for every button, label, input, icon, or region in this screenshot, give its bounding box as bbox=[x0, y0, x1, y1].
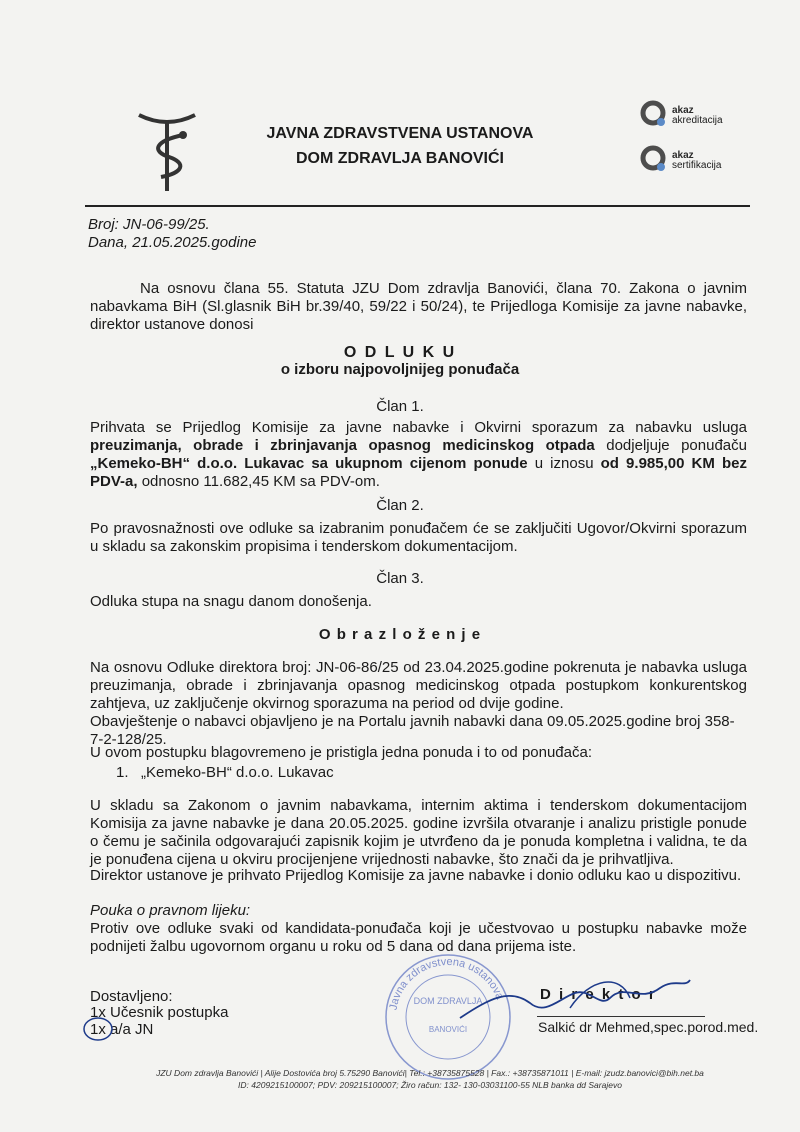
reasoning-p4: U skladu sa Zakonom o javnim nabavkama, internim aktima i tenderskom dokumentacijom Komisija za javne nabavke je dana 20.05.2025. godine izvršila otvaranje i analizu pristigle ponude o čemu je sačinila odgovarajući zapisnik kojim je utvrđeno da je ponuda kompletna i validna, te da je ponuđena cijena u okviru procijenjene vrijednosti nabavke, što znači da je prihvatljiva. bbox=[90, 797, 747, 868]
article-3-text: Odluka stupa na snagu danom donošenja. bbox=[90, 593, 372, 610]
document-number: Broj: JN-06-99/25. bbox=[88, 216, 210, 233]
article-2-heading: Član 2. bbox=[376, 497, 424, 514]
accreditation-badge: akaz akreditacija bbox=[640, 100, 740, 130]
director-name: Salkić dr Mehmed,spec.porod.med. bbox=[538, 1019, 759, 1035]
akaz-logo-icon bbox=[640, 145, 670, 175]
header-divider bbox=[85, 205, 750, 207]
footer-bank: ID: 4209215100007; PDV: 209215100007; Žiro račun: 132- 130-03031100-55 NLB banka dd Sarajevo bbox=[238, 1080, 622, 1090]
article-1-text: Prihvata se Prijedlog Komisije za javne nabavke i Okvirni sporazum za nabavku usluga preuzimanja, obrade i zbrinjavanja opasnog medicinskog otpada dodjeljuje ponuđaču „Kemeko-BH“ d.o.o. Lukavac sa ukupnom cijenom ponude u iznosu od 9.985,00 KM bez PDV-a, odnosno 11.682,45 KM sa PDV-om. bbox=[90, 419, 747, 490]
article-2-text: Po pravosnažnosti ove odluke sa izabranim ponuđačem će se zaključiti Ugovor/Okvirni sporazum u skladu sa zakonskim propisima i tenderskom dokumentacijom. bbox=[90, 520, 747, 555]
legal-remedy-heading: Pouka o pravnom lijeku: bbox=[90, 902, 251, 919]
list-item: 1. „Kemeko-BH“ d.o.o. Lukavac bbox=[116, 764, 334, 781]
reasoning-p5: Direktor ustanove je prihvato Prijedlog Komisije za javne nabavke i donio odluku kao u dispozitivu. bbox=[90, 867, 742, 884]
delivered-item-1: 1x Učesnik postupka bbox=[90, 1004, 229, 1021]
article-1-heading: Član 1. bbox=[376, 398, 424, 415]
decision-title: O D L U K U bbox=[343, 344, 457, 361]
institution-name: JAVNA ZDRAVSTVENA USTANOVA bbox=[266, 125, 534, 142]
decision-subtitle: o izboru najpovoljnijeg ponuđača bbox=[280, 361, 520, 378]
intro-paragraph: Na osnovu člana 55. Statuta JZU Dom zdravlja Banovići, člana 70. Zakona o javnim nabavkama BiH (Sl.glasnik BiH br.39/40, 59/22 i 50/24), te Prijedloga Komisije za javne nabavke, direktor ustanove donosi bbox=[90, 280, 747, 333]
svg-text:BANOVIĆI: BANOVIĆI bbox=[428, 1025, 468, 1034]
reasoning-heading: O b r a z l o ž e n j e bbox=[318, 626, 482, 643]
institution-name-line2: DOM ZDRAVLJA BANOVIĆI bbox=[296, 150, 504, 167]
footer-contact: JZU Dom zdravlja Banovići | Alije Dostovića broj 5.75290 Banovići| Tel.: +38735875528 | Fax.: +38735871011 | E-mail: jzudz.banovici@bih.net.ba bbox=[156, 1068, 704, 1078]
article-3-heading: Član 3. bbox=[376, 570, 424, 587]
akaz-logo-icon bbox=[640, 100, 670, 130]
svg-text:DOM ZDRAVLJA: DOM ZDRAVLJA bbox=[413, 996, 483, 1006]
document-date: Dana, 21.05.2025.godine bbox=[88, 234, 257, 251]
delivered-item-2: 1x a/a JN bbox=[90, 1021, 154, 1038]
reasoning-p1: Na osnovu Odluke direktora broj: JN-06-86/25 od 23.04.2025.godine pokrenuta je nabavka usluga preuzimanja, obrade i zbrinjavanja opasnog medicinskog otpada postupkom konkurentskog zahtjeva, uz zaključenje okvirnog sporazuma na period od dvije godine. bbox=[90, 659, 747, 712]
reasoning-p3: U ovom postupku blagovremeno je pristigla jedna ponuda i to od ponuđača: bbox=[90, 744, 593, 761]
legal-remedy-text: Protiv ove odluke svaki od kandidata-ponuđača koji je učestvovao u postupku nabavke može podnijeti žalbu ugovornom organu u roku od 5 dana od dana prijema iste. bbox=[90, 920, 747, 955]
signature-line bbox=[537, 1016, 705, 1017]
svg-text:Javna zdravstvena ustanova: Javna zdravstvena ustanova bbox=[387, 955, 506, 1012]
delivered-heading: Dostavljeno: bbox=[90, 988, 173, 1005]
signature-title: D i r e k t o r bbox=[540, 986, 657, 1003]
certification-badge: akaz sertifikacija bbox=[640, 145, 740, 175]
handwritten-circle-icon bbox=[80, 1014, 116, 1044]
reasoning-p2: Obavještenje o nabavci objavljeno je na Portalu javnih nabavki dana 09.05.2025.godine broj 358-7-2-128/25. bbox=[90, 713, 735, 748]
